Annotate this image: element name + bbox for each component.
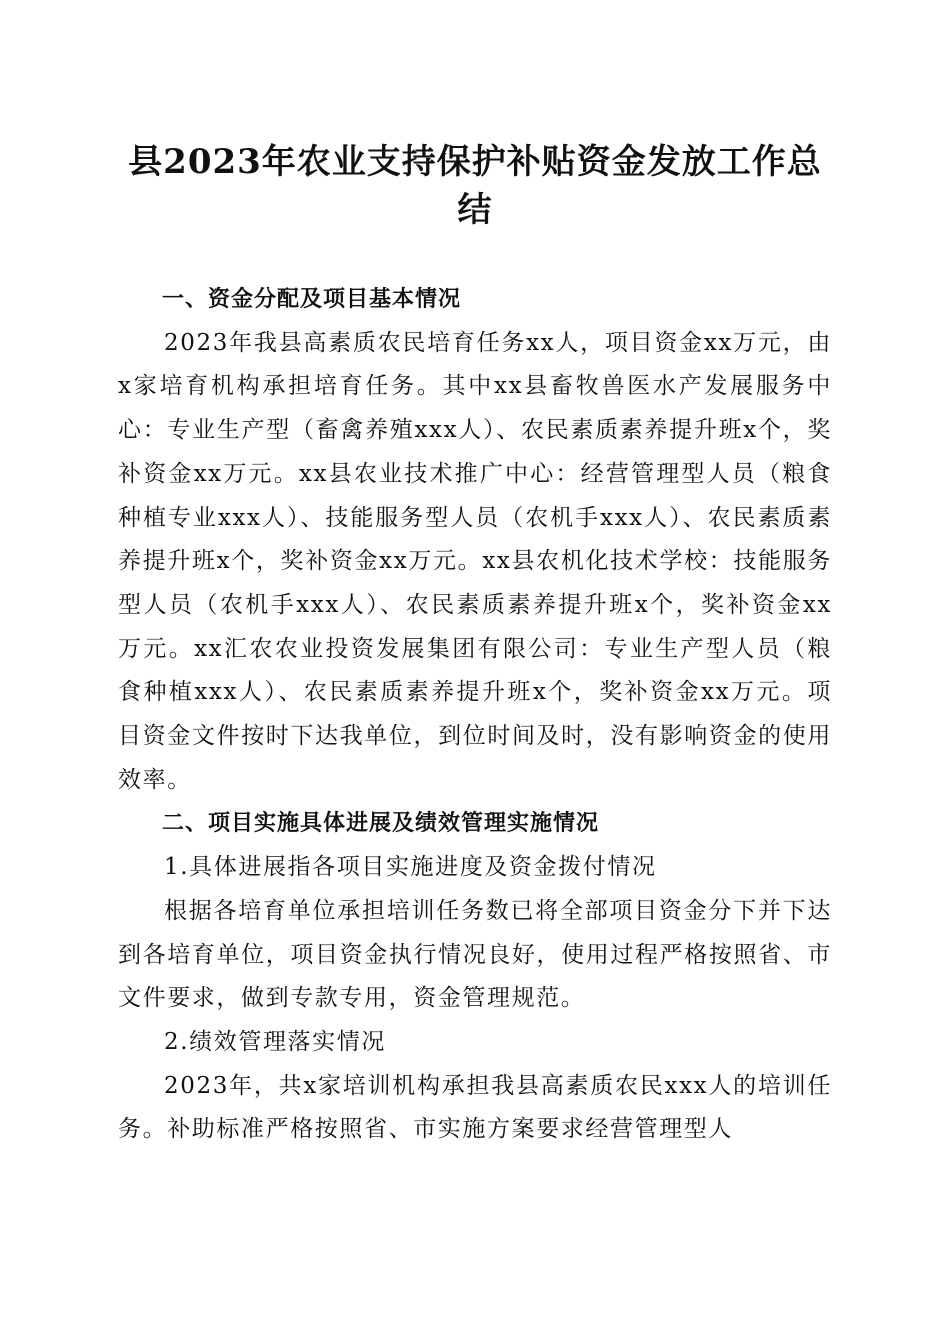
section-heading-2: 二、项目实施具体进展及绩效管理实施情况 xyxy=(162,811,600,837)
paragraph-performance: 2023年，共x家培训机构承担我县高素质农民xxx人的培训任务。补助标准严格按照省、市实施方案要求经营管理型人 xyxy=(118,1072,832,1143)
document-title: 县2023年农业支持保护补贴资金发放工作总结 xyxy=(128,142,822,230)
subheading-progress: 1.具体进展指各项目实施进度及资金拨付情况 xyxy=(164,854,657,881)
section-heading-1: 一、资金分配及项目基本情况 xyxy=(162,287,462,312)
subheading-performance: 2.绩效管理落实情况 xyxy=(164,1028,386,1055)
document-body xyxy=(118,278,832,1152)
paragraph-fund-allocation: 2023年我县高素质农民培育任务xx人，项目资金xx万元，由x家培育机构承担培育任务。其中xx县畜牧兽医水产发展服务中心：专业生产型（畜禽养殖xxx人）、农民素质素养提升班x个，奖补资金xx万元。xx县农业技术推广中心：经营管理型人员（粮食种植专业xxx人）、技能服务型人员（农机手xxx人）、农民素质素养提升班x个，奖补资金xx万元。xx县农机化技术学校：技能服务型人员（农机手xxx人）、农民素质素养提升班x个，奖补资金xx万元。xx汇农农业投资发展集团有限公司：专业生产型人员（粮食种植xxx人）、农民素质素养提升班x个，奖补资金xx万元。项目资金文件按时下达我单位，到位时间及时，没有影响资金的使用效率。 xyxy=(118,329,832,793)
paragraph-progress: 根据各培育单位承担培训任务数已将全部项目资金分下并下达到各培育单位，项目资金执行情况良好，使用过程严格按照省、市文件要求，做到专款专用，资金管理规范。 xyxy=(118,897,832,1012)
